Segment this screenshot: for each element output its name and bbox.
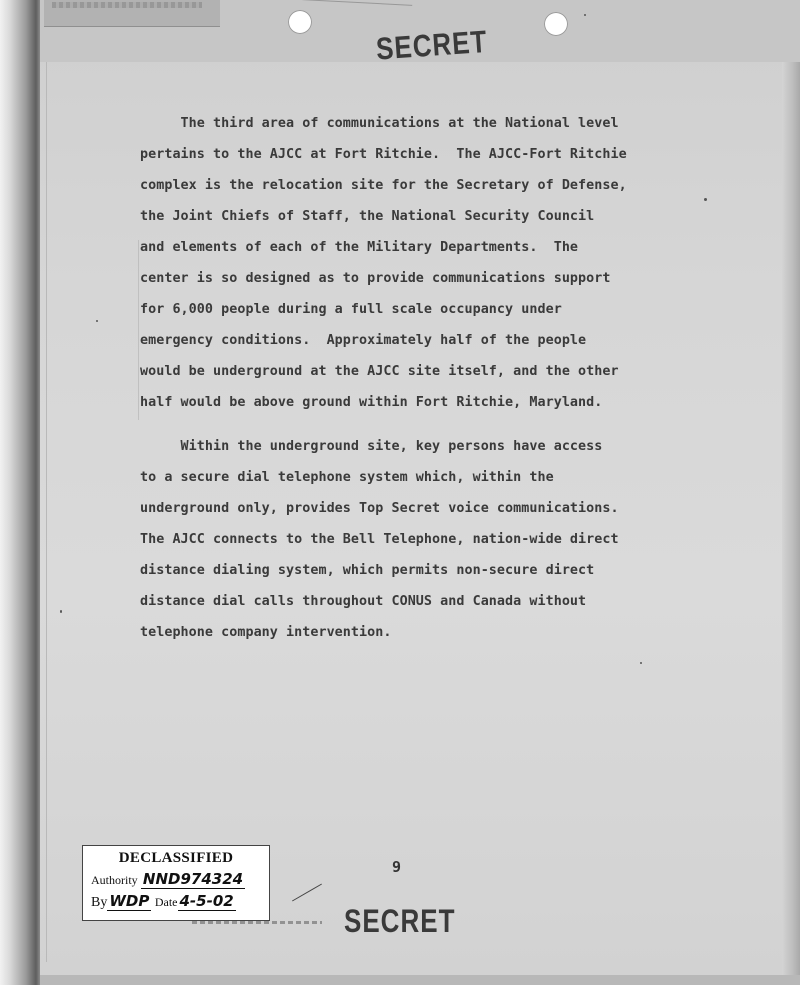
text-line: the Joint Chiefs of Staff, the National Security Council	[140, 209, 595, 224]
margin-rule	[138, 240, 139, 420]
text-line: pertains to the AJCC at Fort Ritchie. The AJCC-Fort Ritchie	[140, 147, 627, 162]
authority-value: NND974324	[142, 870, 244, 888]
text-line: to a secure dial telephone system which, within the	[140, 470, 554, 485]
by-date-line	[91, 892, 236, 911]
declassified-title: DECLASSIFIED	[118, 850, 234, 866]
classification-marking-bottom: SECRET	[344, 902, 456, 940]
text-line: distance dialing system, which permits non-secure direct	[140, 563, 595, 578]
paragraph-2	[140, 431, 720, 648]
text-line: and elements of each of the Military Departments. The	[140, 240, 579, 255]
stamp-underline	[82, 912, 268, 918]
punch-hole-right	[544, 12, 568, 36]
scan-speck	[640, 662, 642, 664]
paragraph-1	[140, 108, 720, 418]
classification-marking-top: SECRET	[374, 23, 489, 67]
text-line: The third area of communications at the National level	[140, 116, 619, 131]
by-label: By	[91, 895, 108, 910]
punch-hole-left	[288, 10, 312, 34]
text-line: underground only, provides Top Secret voice communications.	[140, 501, 619, 516]
page-number: 9	[392, 858, 402, 876]
authority-line	[91, 870, 245, 888]
scan-speck	[704, 198, 707, 201]
text-line: distance dial calls throughout CONUS and Canada without	[140, 594, 587, 609]
date-label: Date	[154, 895, 178, 909]
margin-line	[46, 62, 47, 962]
scan-shadow-left	[0, 0, 40, 985]
by-value: WDP	[109, 892, 150, 910]
text-line: Within the underground site, key persons have access	[140, 439, 603, 454]
scan-speck	[96, 320, 98, 322]
authority-label: Authority	[91, 873, 138, 887]
text-line: would be underground at the AJCC site itself, and the other	[140, 364, 619, 379]
date-value: 4-5-02	[179, 892, 234, 910]
text-line: complex is the relocation site for the Secretary of Defense,	[140, 178, 627, 193]
stamp-underline-dashes	[192, 921, 322, 924]
text-line: half would be above ground within Fort Ritchie, Maryland.	[140, 395, 603, 410]
scan-speck	[60, 610, 62, 613]
scan-speck	[584, 14, 586, 16]
text-line: emergency conditions. Approximately half of the people	[140, 333, 587, 348]
text-line: The AJCC connects to the Bell Telephone, nation-wide direct	[140, 532, 619, 547]
paragraph-gap	[140, 418, 720, 431]
text-line: telephone company intervention.	[140, 625, 392, 640]
body-text	[140, 108, 720, 648]
folder-tab-marking	[52, 2, 202, 8]
declassification-stamp	[82, 845, 270, 921]
paper-bottom-edge	[40, 975, 800, 985]
text-line: for 6,000 people during a full scale occupancy under	[140, 302, 562, 317]
paper-right-edge	[782, 0, 800, 985]
text-line: center is so designed as to provide communications support	[140, 271, 611, 286]
